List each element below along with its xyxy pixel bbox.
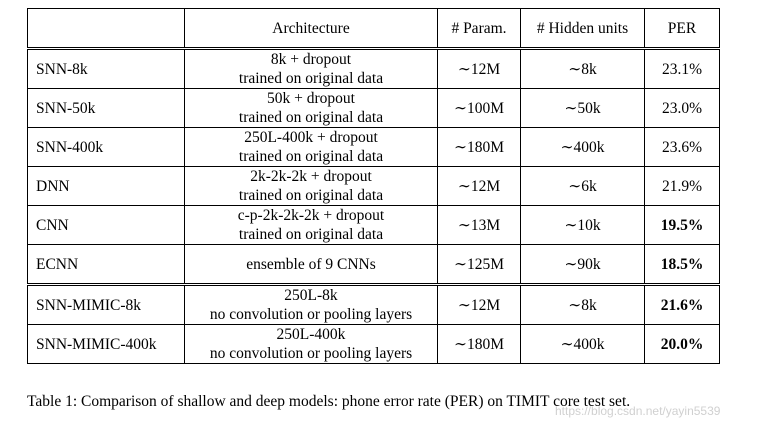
cell-params: ∼125M [438, 245, 521, 285]
cell-model: CNN [28, 206, 185, 245]
table-row [28, 245, 720, 285]
architecture-line-1: 8k + dropout [270, 51, 352, 68]
table-caption: Table 1: Comparison of shallow and deep models: phone error rate (PER) on TIMIT core test set. [27, 393, 631, 410]
architecture-line-1: 50k + dropout [267, 90, 355, 107]
cell-params: ∼12M [438, 285, 521, 325]
cell-per: 19.5% [645, 206, 720, 245]
cell-model: SNN-MIMIC-8k [28, 285, 185, 325]
cell-architecture [185, 285, 438, 325]
table-row [28, 89, 720, 128]
cell-architecture [185, 325, 438, 364]
cell-hidden-units: ∼8k [521, 285, 645, 325]
cell-model: ECNN [28, 245, 185, 285]
table-row [28, 325, 720, 364]
header-model [28, 9, 185, 49]
cell-hidden-units: ∼90k [521, 245, 645, 285]
architecture-line-1: 2k-2k-2k + dropout [250, 168, 372, 185]
architecture-line-1: 250L-8k [284, 287, 338, 304]
cell-architecture [185, 128, 438, 167]
cell-architecture [185, 245, 438, 285]
architecture-line-2: no convolution or pooling layers [209, 345, 413, 362]
header-row [28, 9, 720, 49]
cell-params: ∼12M [438, 49, 521, 89]
cell-per: 20.0% [645, 325, 720, 364]
cell-model: SNN-MIMIC-400k [28, 325, 185, 364]
table-row [28, 206, 720, 245]
cell-model: SNN-400k [28, 128, 185, 167]
cell-hidden-units: ∼50k [521, 89, 645, 128]
table-row [28, 167, 720, 206]
cell-per: 18.5% [645, 245, 720, 285]
architecture-line-2: no convolution or pooling layers [209, 306, 413, 323]
cell-model: DNN [28, 167, 185, 206]
table-group-mimic [28, 285, 720, 364]
table-group-baseline [28, 49, 720, 285]
table-row [28, 285, 720, 325]
cell-model: SNN-8k [28, 49, 185, 89]
architecture-line-1: c-p-2k-2k-2k + dropout [237, 207, 385, 224]
results-table [27, 8, 720, 364]
cell-params: ∼180M [438, 325, 521, 364]
cell-per: 23.1% [645, 49, 720, 89]
header-hidden-units: # Hidden units [521, 9, 645, 49]
cell-model: SNN-50k [28, 89, 185, 128]
architecture-line-2: trained on original data [238, 70, 384, 87]
cell-architecture [185, 49, 438, 89]
cell-architecture [185, 167, 438, 206]
cell-per: 21.6% [645, 285, 720, 325]
watermark: https://blog.csdn.net/yayin5539 [555, 404, 721, 418]
architecture-line-2: trained on original data [238, 148, 384, 165]
cell-hidden-units: ∼400k [521, 325, 645, 364]
cell-per: 23.6% [645, 128, 720, 167]
header-per: PER [645, 9, 720, 49]
architecture-line-1: ensemble of 9 CNNs [246, 255, 376, 273]
architecture-line-2: trained on original data [238, 226, 384, 243]
cell-per: 21.9% [645, 167, 720, 206]
table-row [28, 49, 720, 89]
cell-params: ∼180M [438, 128, 521, 167]
cell-params: ∼13M [438, 206, 521, 245]
architecture-line-1: 250L-400k [276, 326, 346, 343]
header-architecture: Architecture [185, 9, 438, 49]
cell-hidden-units: ∼8k [521, 49, 645, 89]
architecture-line-2: trained on original data [238, 187, 384, 204]
header-params: # Param. [438, 9, 521, 49]
cell-params: ∼12M [438, 167, 521, 206]
cell-hidden-units: ∼10k [521, 206, 645, 245]
cell-hidden-units: ∼6k [521, 167, 645, 206]
table-row [28, 128, 720, 167]
architecture-line-2: trained on original data [238, 109, 384, 126]
cell-per: 23.0% [645, 89, 720, 128]
architecture-line-1: 250L-400k + dropout [244, 129, 378, 146]
cell-params: ∼100M [438, 89, 521, 128]
cell-architecture [185, 89, 438, 128]
cell-architecture [185, 206, 438, 245]
cell-hidden-units: ∼400k [521, 128, 645, 167]
